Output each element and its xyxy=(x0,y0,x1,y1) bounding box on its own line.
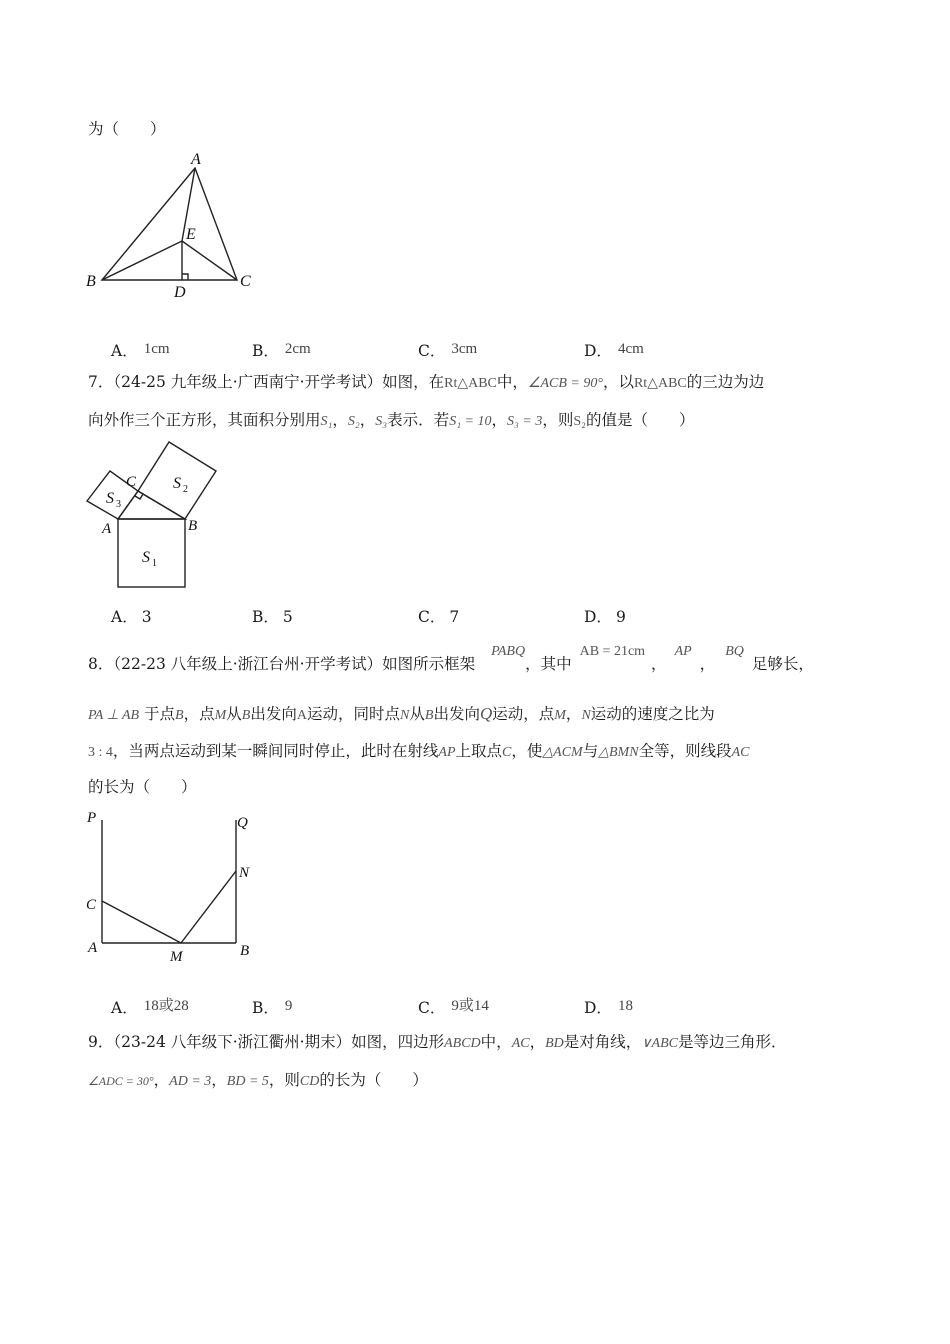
label-S1: S xyxy=(142,549,150,566)
q7-option-b[interactable]: B． 5 xyxy=(252,608,293,626)
q6-option-b[interactable]: B． 2cm xyxy=(252,341,311,360)
q8-question-line-4: 的长为（ ） xyxy=(88,778,197,796)
label-Q: Q xyxy=(237,815,248,831)
q8-question-line-3: 3 : 4，当两点运动到某一瞬间同时停止，此时在射线AP上取点C，使△ACM与△BMN全等，则线段AC xyxy=(88,742,750,760)
label-E: E xyxy=(186,226,196,243)
question-number: 7． xyxy=(88,373,114,391)
label-C: C xyxy=(240,273,251,290)
q8-option-b[interactable]: B． 9 xyxy=(252,998,293,1017)
svg-text:3: 3 xyxy=(116,499,121,510)
svg-text:1: 1 xyxy=(152,558,157,569)
label-B: B xyxy=(86,273,96,290)
label-P: P xyxy=(87,810,97,826)
label-S3: S xyxy=(106,490,114,507)
question-source: （24-25 九年级上·广西南宁·开学考试） xyxy=(113,373,383,391)
q7-option-c[interactable]: C． 7 xyxy=(418,608,460,626)
q7-question-line-1: 7．（24-25 九年级上·广西南宁·开学考试）如图，在Rt△ABC中，∠ACB = 90°，以Rt△ABC的三边为边 xyxy=(88,373,765,391)
label-M: M xyxy=(170,949,183,965)
q6-option-d[interactable]: D． 4cm xyxy=(584,341,644,360)
label-A: A xyxy=(102,521,112,537)
label-C: C xyxy=(86,897,97,913)
q6-option-a[interactable]: A． 1cm xyxy=(111,341,170,360)
q8-option-d[interactable]: D． 18 xyxy=(584,998,633,1017)
q8-frame-figure xyxy=(80,805,280,975)
q8-option-c[interactable]: C． 9或14 xyxy=(418,998,489,1017)
svg-text:2: 2 xyxy=(183,484,188,495)
question-number: 8． xyxy=(88,655,114,673)
question-number: 9． xyxy=(88,1033,114,1051)
question-source: （23-24 八年级下·浙江衢州·期末） xyxy=(113,1033,352,1051)
label-A: A xyxy=(191,151,201,168)
label-B: B xyxy=(240,943,250,959)
q7-option-a[interactable]: A． 3 xyxy=(111,608,152,626)
q7-question-line-2: 向外作三个正方形，其面积分别用S₁，S₂，S₃表示．若S₁ = 10，S₃ = 3，则S₂的值是（ ） xyxy=(88,411,695,429)
question-source: （22-23 八年级上·浙江台州·开学考试） xyxy=(113,655,383,673)
label-S2: S xyxy=(173,475,181,492)
q6-question-tail: 为（ ） xyxy=(88,120,166,138)
q8-question-line-1: 8．（22-23 八年级上·浙江台州·开学考试）如图所示框架PABQ，其中AB = 21cm，AP，BQ足够长， xyxy=(88,644,814,673)
q8-question-line-2: PA ⊥ AB 于点B，点M从B出发向A运动，同时点N从B出发向Q运动，点M，N运动的速度之比为 xyxy=(88,704,715,723)
q6-triangle-figure xyxy=(80,145,280,305)
q7-squares-figure xyxy=(80,435,230,595)
q9-question-line-1: 9．（23-24 八年级下·浙江衢州·期末）如图，四边形ABCD中，AC，BD是对角线，∨ABC是等边三角形． xyxy=(88,1033,787,1051)
q6-option-c[interactable]: C． 3cm xyxy=(418,341,478,360)
label-C: C xyxy=(126,474,137,490)
q8-option-a[interactable]: A． 18或28 xyxy=(111,998,189,1017)
q7-option-d[interactable]: D． 9 xyxy=(584,608,626,626)
q9-question-line-2: ∠ADC = 30°，AD = 3，BD = 5，则CD的长为（ ） xyxy=(88,1071,428,1089)
label-N: N xyxy=(239,865,250,881)
label-A: A xyxy=(88,940,98,956)
label-D: D xyxy=(174,284,186,301)
label-B: B xyxy=(188,518,198,534)
